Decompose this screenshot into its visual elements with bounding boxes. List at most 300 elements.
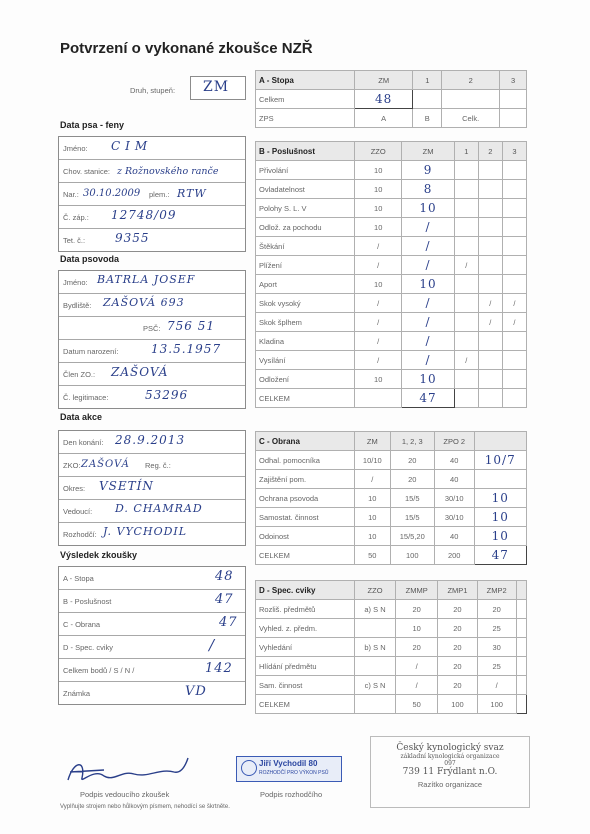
score-cell[interactable] bbox=[454, 218, 478, 237]
score-cell[interactable] bbox=[502, 275, 526, 294]
score-cell[interactable] bbox=[402, 370, 454, 389]
score-cell[interactable]: / bbox=[478, 294, 502, 313]
score-cell[interactable] bbox=[478, 237, 502, 256]
judge-stamp bbox=[236, 756, 342, 782]
handwritten-score: 48 bbox=[375, 92, 393, 106]
event-label: Vedoucí: bbox=[63, 507, 93, 516]
result-value: 48 bbox=[215, 569, 234, 584]
row-label: Štěkání bbox=[256, 237, 355, 256]
row-label: Ochrana psovoda bbox=[256, 489, 355, 508]
score-cell[interactable] bbox=[402, 180, 454, 199]
score-cell[interactable]: 200 bbox=[434, 546, 474, 565]
score-cell[interactable]: A bbox=[355, 109, 413, 128]
header-cell: ZM bbox=[355, 432, 391, 451]
dog-value2: RTW bbox=[177, 187, 207, 200]
header-cell: D - Spec. cviky bbox=[256, 581, 355, 600]
score-cell[interactable]: 10 bbox=[355, 527, 391, 546]
score-cell[interactable]: B bbox=[413, 109, 442, 128]
page-title: Potvrzení o vykonané zkoušce NZŘ bbox=[60, 40, 313, 57]
event-value: VSETÍN bbox=[99, 479, 154, 493]
dog-row[interactable] bbox=[59, 206, 245, 229]
table-d-spec-cviky bbox=[255, 580, 527, 714]
score-cell[interactable]: 20 bbox=[438, 619, 477, 638]
judge-stamp-icon bbox=[241, 760, 257, 776]
score-cell[interactable] bbox=[502, 256, 526, 275]
score-cell[interactable]: 30 bbox=[477, 638, 516, 657]
event-value: J. VYCHODIL bbox=[103, 525, 188, 538]
dog-label: Nar.: bbox=[63, 190, 79, 199]
header-cell: B - Poslušnost bbox=[256, 142, 355, 161]
score-cell[interactable]: / bbox=[355, 470, 391, 489]
handler-value: BATRLA JOSEF bbox=[97, 273, 196, 286]
score-cell[interactable]: 10 bbox=[355, 275, 402, 294]
event-row[interactable] bbox=[59, 454, 245, 477]
table-c-obrana bbox=[255, 431, 527, 565]
table-row bbox=[256, 313, 527, 332]
score-cell[interactable] bbox=[454, 199, 478, 218]
row-label: Kladina bbox=[256, 332, 355, 351]
score-cell[interactable]: / bbox=[355, 313, 402, 332]
handwritten-score: / bbox=[425, 334, 431, 348]
score-cell[interactable]: 25 bbox=[477, 657, 516, 676]
score-cell[interactable]: 30/10 bbox=[434, 508, 474, 527]
handler-value: 53296 bbox=[145, 388, 189, 402]
header-cell: 1, 2, 3 bbox=[390, 432, 434, 451]
score-cell[interactable] bbox=[454, 237, 478, 256]
score-cell[interactable] bbox=[478, 351, 502, 370]
score-cell[interactable]: 10 bbox=[355, 199, 402, 218]
table-row bbox=[256, 676, 527, 695]
score-cell[interactable]: 100 bbox=[438, 695, 477, 714]
score-cell[interactable] bbox=[502, 351, 526, 370]
row-label: Odoinost bbox=[256, 527, 355, 546]
handwritten-score: 10 bbox=[419, 201, 437, 215]
score-cell[interactable]: 10 bbox=[355, 161, 402, 180]
row-label: Samostat. činnost bbox=[256, 508, 355, 527]
score-cell[interactable] bbox=[402, 199, 454, 218]
result-label: C - Obrana bbox=[63, 620, 101, 629]
score-cell[interactable] bbox=[516, 657, 526, 676]
dog-value: 12748/09 bbox=[111, 208, 177, 222]
score-cell[interactable] bbox=[454, 332, 478, 351]
header-cell bbox=[516, 581, 526, 600]
score-cell[interactable]: 10 bbox=[355, 370, 402, 389]
score-cell[interactable] bbox=[478, 161, 502, 180]
score-cell[interactable]: 20 bbox=[396, 638, 438, 657]
row-label: Odlož. za pochodu bbox=[256, 218, 355, 237]
header-cell: ZM bbox=[402, 142, 454, 161]
org-number: 097 bbox=[444, 760, 456, 767]
handwritten-score: 10 bbox=[419, 277, 437, 291]
row-label: Vysílání bbox=[256, 351, 355, 370]
result-value: / bbox=[209, 636, 216, 654]
handler-value: 13.5.1957 bbox=[151, 342, 222, 356]
table-row bbox=[256, 527, 527, 546]
result-label: D - Spec. cviky bbox=[63, 643, 114, 652]
table-row bbox=[256, 294, 527, 313]
org-city: 739 11 Frýdlant n.O. bbox=[402, 767, 498, 777]
dog-label: Jméno: bbox=[63, 144, 88, 153]
handler-row[interactable] bbox=[59, 363, 245, 386]
handler-row[interactable] bbox=[59, 271, 245, 294]
score-cell[interactable]: / bbox=[502, 294, 526, 313]
event-label: Okres: bbox=[63, 484, 86, 493]
handler-label: PSČ: bbox=[143, 324, 161, 333]
score-cell[interactable] bbox=[478, 199, 502, 218]
dog-section-title: Data psa - feny bbox=[60, 120, 125, 130]
score-cell[interactable] bbox=[454, 313, 478, 332]
score-cell[interactable] bbox=[516, 676, 526, 695]
header-cell: C - Obrana bbox=[256, 432, 355, 451]
row-label: Vyhled. z. předm. bbox=[256, 619, 355, 638]
leader-signature-label: Podpis vedoucího zkoušek bbox=[80, 790, 170, 799]
header-cell: ZZO bbox=[355, 581, 396, 600]
score-cell[interactable] bbox=[516, 600, 526, 619]
score-cell[interactable]: 40 bbox=[434, 451, 474, 470]
score-cell[interactable] bbox=[402, 218, 454, 237]
result-row[interactable] bbox=[59, 659, 245, 682]
handwritten-score: 10 bbox=[419, 372, 437, 386]
score-cell[interactable] bbox=[402, 332, 454, 351]
handwritten-score: 10 bbox=[491, 529, 509, 543]
row-label: Skok vysoký bbox=[256, 294, 355, 313]
score-cell[interactable] bbox=[478, 275, 502, 294]
score-cell[interactable]: 30/10 bbox=[434, 489, 474, 508]
score-cell[interactable]: / bbox=[355, 256, 402, 275]
score-cell[interactable]: 15/5 bbox=[390, 508, 434, 527]
score-cell[interactable]: / bbox=[355, 294, 402, 313]
score-cell[interactable] bbox=[474, 451, 526, 470]
table-row bbox=[256, 470, 527, 489]
header-cell: ZMP2 bbox=[477, 581, 516, 600]
table-row bbox=[256, 332, 527, 351]
score-cell[interactable] bbox=[502, 218, 526, 237]
table-row bbox=[256, 351, 527, 370]
score-cell[interactable] bbox=[502, 389, 526, 408]
score-cell[interactable]: / bbox=[502, 313, 526, 332]
result-row[interactable] bbox=[59, 567, 245, 590]
event-label: Den konání: bbox=[63, 438, 104, 447]
score-cell[interactable] bbox=[502, 199, 526, 218]
result-value: 142 bbox=[205, 661, 233, 676]
handler-row[interactable] bbox=[59, 294, 245, 317]
handwritten-score: / bbox=[425, 258, 431, 272]
row-label: CELKEM bbox=[256, 695, 355, 714]
table-row bbox=[256, 90, 527, 109]
table-row bbox=[256, 546, 527, 565]
table-row bbox=[256, 638, 527, 657]
table-header-row bbox=[256, 142, 527, 161]
score-cell[interactable] bbox=[500, 109, 527, 128]
header-cell: ZPO 2 bbox=[434, 432, 474, 451]
table-b-poslusnost bbox=[255, 141, 527, 408]
row-label: Skok šplhem bbox=[256, 313, 355, 332]
handwritten-score: 47 bbox=[419, 391, 437, 405]
score-cell[interactable]: 100 bbox=[477, 695, 516, 714]
score-cell[interactable]: / bbox=[478, 313, 502, 332]
score-cell[interactable]: 40 bbox=[434, 470, 474, 489]
score-cell[interactable]: / bbox=[454, 256, 478, 275]
row-label: ZPS bbox=[256, 109, 355, 128]
dog-label: Č. záp.: bbox=[63, 213, 89, 222]
org-sub: základní kynologická organizace bbox=[400, 753, 500, 760]
row-label: Aport bbox=[256, 275, 355, 294]
event-label: ZKO: bbox=[63, 461, 81, 470]
score-cell[interactable]: 20 bbox=[396, 600, 438, 619]
dog-value: 9355 bbox=[115, 231, 150, 245]
leader-signature bbox=[64, 750, 194, 790]
score-cell[interactable] bbox=[474, 470, 526, 489]
druh-value: ZM bbox=[203, 79, 230, 95]
handwritten-score: 47 bbox=[491, 548, 509, 562]
score-cell[interactable]: / bbox=[477, 676, 516, 695]
handwritten-score: / bbox=[425, 315, 431, 329]
handwritten-score: 10 bbox=[491, 510, 509, 524]
score-cell[interactable]: 10 bbox=[355, 508, 391, 527]
score-cell[interactable] bbox=[502, 332, 526, 351]
score-cell[interactable]: / bbox=[355, 332, 402, 351]
event-row[interactable] bbox=[59, 500, 245, 523]
handler-section-title: Data psovoda bbox=[60, 254, 120, 264]
score-cell[interactable]: / bbox=[355, 237, 402, 256]
row-label: Hlídání předmětu bbox=[256, 657, 355, 676]
org-name: Český kynologický svaz bbox=[396, 743, 504, 753]
score-cell[interactable] bbox=[478, 218, 502, 237]
score-cell[interactable] bbox=[516, 619, 526, 638]
score-cell[interactable]: 40 bbox=[434, 527, 474, 546]
row-label: Vyhledání bbox=[256, 638, 355, 657]
dog-row[interactable] bbox=[59, 160, 245, 183]
score-cell[interactable] bbox=[402, 161, 454, 180]
score-cell[interactable]: 20 bbox=[390, 470, 434, 489]
score-cell[interactable]: 20 bbox=[477, 600, 516, 619]
score-cell[interactable] bbox=[478, 389, 502, 408]
score-cell[interactable]: 10/10 bbox=[355, 451, 391, 470]
score-cell[interactable]: c) S N bbox=[355, 676, 396, 695]
table-row bbox=[256, 275, 527, 294]
score-cell[interactable]: 25 bbox=[477, 619, 516, 638]
result-label: Celkem bodů / S / N / bbox=[63, 666, 135, 675]
score-cell[interactable] bbox=[454, 161, 478, 180]
table-row bbox=[256, 489, 527, 508]
result-label: Známka bbox=[63, 689, 91, 698]
judge-signature-label: Podpis rozhodčího bbox=[260, 790, 323, 799]
score-cell[interactable]: 50 bbox=[355, 546, 391, 565]
handwritten-score: 10 bbox=[491, 491, 509, 505]
score-cell[interactable] bbox=[454, 294, 478, 313]
score-cell[interactable] bbox=[502, 161, 526, 180]
score-cell[interactable]: 15/5,20 bbox=[390, 527, 434, 546]
score-cell[interactable] bbox=[454, 370, 478, 389]
dog-label2: plem.: bbox=[149, 190, 170, 199]
score-cell[interactable]: 20 bbox=[438, 657, 477, 676]
row-label: Odhal. pomocníka bbox=[256, 451, 355, 470]
dog-value: 30.10.2009 bbox=[83, 188, 141, 199]
dog-label: Chov. stanice: bbox=[63, 167, 110, 176]
handler-value: ZAŠOVÁ bbox=[111, 365, 169, 379]
handwritten-score: 8 bbox=[423, 182, 433, 196]
table-row bbox=[256, 218, 527, 237]
table-row bbox=[256, 256, 527, 275]
event-label: Rozhodčí: bbox=[63, 530, 97, 539]
table-row bbox=[256, 600, 527, 619]
event-row[interactable] bbox=[59, 523, 245, 545]
table-row bbox=[256, 695, 527, 714]
result-row[interactable] bbox=[59, 613, 245, 636]
header-cell: 1 bbox=[413, 71, 442, 90]
judge-stamp-name: Jiří Vychodil 80 bbox=[259, 759, 318, 768]
score-cell[interactable]: / bbox=[454, 351, 478, 370]
score-cell[interactable] bbox=[516, 638, 526, 657]
handwritten-score: / bbox=[425, 353, 431, 367]
table-row bbox=[256, 237, 527, 256]
table-header-row bbox=[256, 581, 527, 600]
result-row[interactable] bbox=[59, 636, 245, 659]
event-value: D. CHAMRAD bbox=[115, 502, 203, 515]
header-cell: 3 bbox=[500, 71, 527, 90]
score-cell[interactable]: b) S N bbox=[355, 638, 396, 657]
score-cell[interactable] bbox=[474, 489, 526, 508]
score-cell[interactable] bbox=[502, 180, 526, 199]
score-cell[interactable]: / bbox=[396, 676, 438, 695]
score-cell[interactable] bbox=[355, 389, 402, 408]
table-header-row bbox=[256, 432, 527, 451]
event-value: ZAŠOVÁ bbox=[81, 459, 130, 470]
score-cell[interactable] bbox=[402, 256, 454, 275]
row-label: Ovladatelnost bbox=[256, 180, 355, 199]
dog-value: z Rožnovského ranče bbox=[117, 166, 219, 177]
score-cell[interactable] bbox=[402, 389, 454, 408]
result-row[interactable] bbox=[59, 682, 245, 704]
score-cell[interactable]: 15/5 bbox=[390, 489, 434, 508]
dog-row[interactable] bbox=[59, 137, 245, 160]
header-cell: 1 bbox=[454, 142, 478, 161]
dog-row[interactable] bbox=[59, 183, 245, 206]
table-row bbox=[256, 451, 527, 470]
header-cell: 2 bbox=[442, 71, 500, 90]
table-row bbox=[256, 161, 527, 180]
table-row bbox=[256, 180, 527, 199]
handler-label: Člen ZO.: bbox=[63, 370, 96, 379]
event-label2: Reg. č.: bbox=[145, 461, 171, 470]
score-cell[interactable]: a) S N bbox=[355, 600, 396, 619]
handler-label: Č. legitimace: bbox=[63, 393, 109, 402]
score-cell[interactable]: 10 bbox=[396, 619, 438, 638]
event-box bbox=[58, 430, 246, 546]
score-cell[interactable] bbox=[454, 180, 478, 199]
score-cell[interactable] bbox=[413, 90, 442, 109]
handler-row[interactable] bbox=[59, 340, 245, 363]
score-cell[interactable] bbox=[500, 90, 527, 109]
score-cell[interactable]: 20 bbox=[438, 600, 477, 619]
handler-value: 756 51 bbox=[167, 319, 215, 333]
table-row bbox=[256, 109, 527, 128]
header-cell: ZMMP bbox=[396, 581, 438, 600]
handwritten-score: / bbox=[425, 220, 431, 234]
header-cell: 3 bbox=[502, 142, 526, 161]
result-box bbox=[58, 566, 246, 705]
score-cell[interactable] bbox=[355, 657, 396, 676]
header-cell: 2 bbox=[478, 142, 502, 161]
score-cell[interactable] bbox=[454, 275, 478, 294]
score-cell[interactable] bbox=[474, 527, 526, 546]
event-value: 28.9.2013 bbox=[115, 433, 186, 447]
score-cell[interactable] bbox=[478, 180, 502, 199]
dog-box bbox=[58, 136, 246, 252]
score-cell[interactable] bbox=[355, 90, 413, 109]
table-row bbox=[256, 508, 527, 527]
table-header-row bbox=[256, 71, 527, 90]
score-cell[interactable]: 10 bbox=[355, 218, 402, 237]
score-cell[interactable]: 100 bbox=[390, 546, 434, 565]
score-cell[interactable] bbox=[355, 695, 396, 714]
table-row bbox=[256, 199, 527, 218]
result-section-title: Výsledek zkoušky bbox=[60, 550, 138, 560]
score-cell[interactable]: 20 bbox=[390, 451, 434, 470]
table-row bbox=[256, 370, 527, 389]
score-cell[interactable]: / bbox=[355, 351, 402, 370]
score-cell[interactable] bbox=[474, 508, 526, 527]
table-row bbox=[256, 619, 527, 638]
score-cell[interactable] bbox=[355, 619, 396, 638]
score-cell[interactable] bbox=[402, 275, 454, 294]
header-cell: A - Stopa bbox=[256, 71, 355, 90]
score-cell[interactable]: 10 bbox=[355, 180, 402, 199]
dog-row[interactable] bbox=[59, 229, 245, 251]
result-label: B - Poslušnost bbox=[63, 597, 112, 606]
handler-label: Bydliště: bbox=[63, 301, 92, 310]
score-cell[interactable] bbox=[474, 546, 526, 565]
score-cell[interactable] bbox=[402, 351, 454, 370]
row-label: CELKEM bbox=[256, 389, 355, 408]
handwritten-score: / bbox=[425, 239, 431, 253]
row-label: Plížení bbox=[256, 256, 355, 275]
event-row[interactable] bbox=[59, 431, 245, 454]
score-cell[interactable] bbox=[502, 370, 526, 389]
result-label: A - Stopa bbox=[63, 574, 94, 583]
header-cell: ZZO bbox=[355, 142, 402, 161]
score-cell[interactable]: 20 bbox=[438, 638, 477, 657]
dog-value: CIM bbox=[111, 139, 153, 153]
score-cell[interactable]: Celk. bbox=[442, 109, 500, 128]
score-cell[interactable] bbox=[478, 332, 502, 351]
event-row[interactable] bbox=[59, 477, 245, 500]
score-cell[interactable] bbox=[442, 90, 500, 109]
score-cell[interactable]: 50 bbox=[396, 695, 438, 714]
org-stamp-box bbox=[370, 736, 530, 808]
score-cell[interactable] bbox=[502, 237, 526, 256]
handwritten-score: 10/7 bbox=[484, 453, 516, 467]
score-cell[interactable] bbox=[516, 695, 526, 714]
druh-field[interactable] bbox=[190, 76, 246, 100]
row-label: Přivolání bbox=[256, 161, 355, 180]
score-cell[interactable]: 20 bbox=[438, 676, 477, 695]
result-row[interactable] bbox=[59, 590, 245, 613]
score-cell[interactable]: 10 bbox=[355, 489, 391, 508]
handler-row[interactable] bbox=[59, 386, 245, 408]
handler-row[interactable] bbox=[59, 317, 245, 340]
score-cell[interactable] bbox=[454, 389, 478, 408]
score-cell[interactable] bbox=[402, 294, 454, 313]
score-cell[interactable] bbox=[402, 237, 454, 256]
druh-label: Druh, stupeň: bbox=[130, 86, 176, 95]
score-cell[interactable]: / bbox=[396, 657, 438, 676]
score-cell[interactable] bbox=[478, 256, 502, 275]
row-label: Sam. činnost bbox=[256, 676, 355, 695]
score-cell[interactable] bbox=[478, 370, 502, 389]
score-cell[interactable] bbox=[402, 313, 454, 332]
row-label: Polohy S. L. V bbox=[256, 199, 355, 218]
